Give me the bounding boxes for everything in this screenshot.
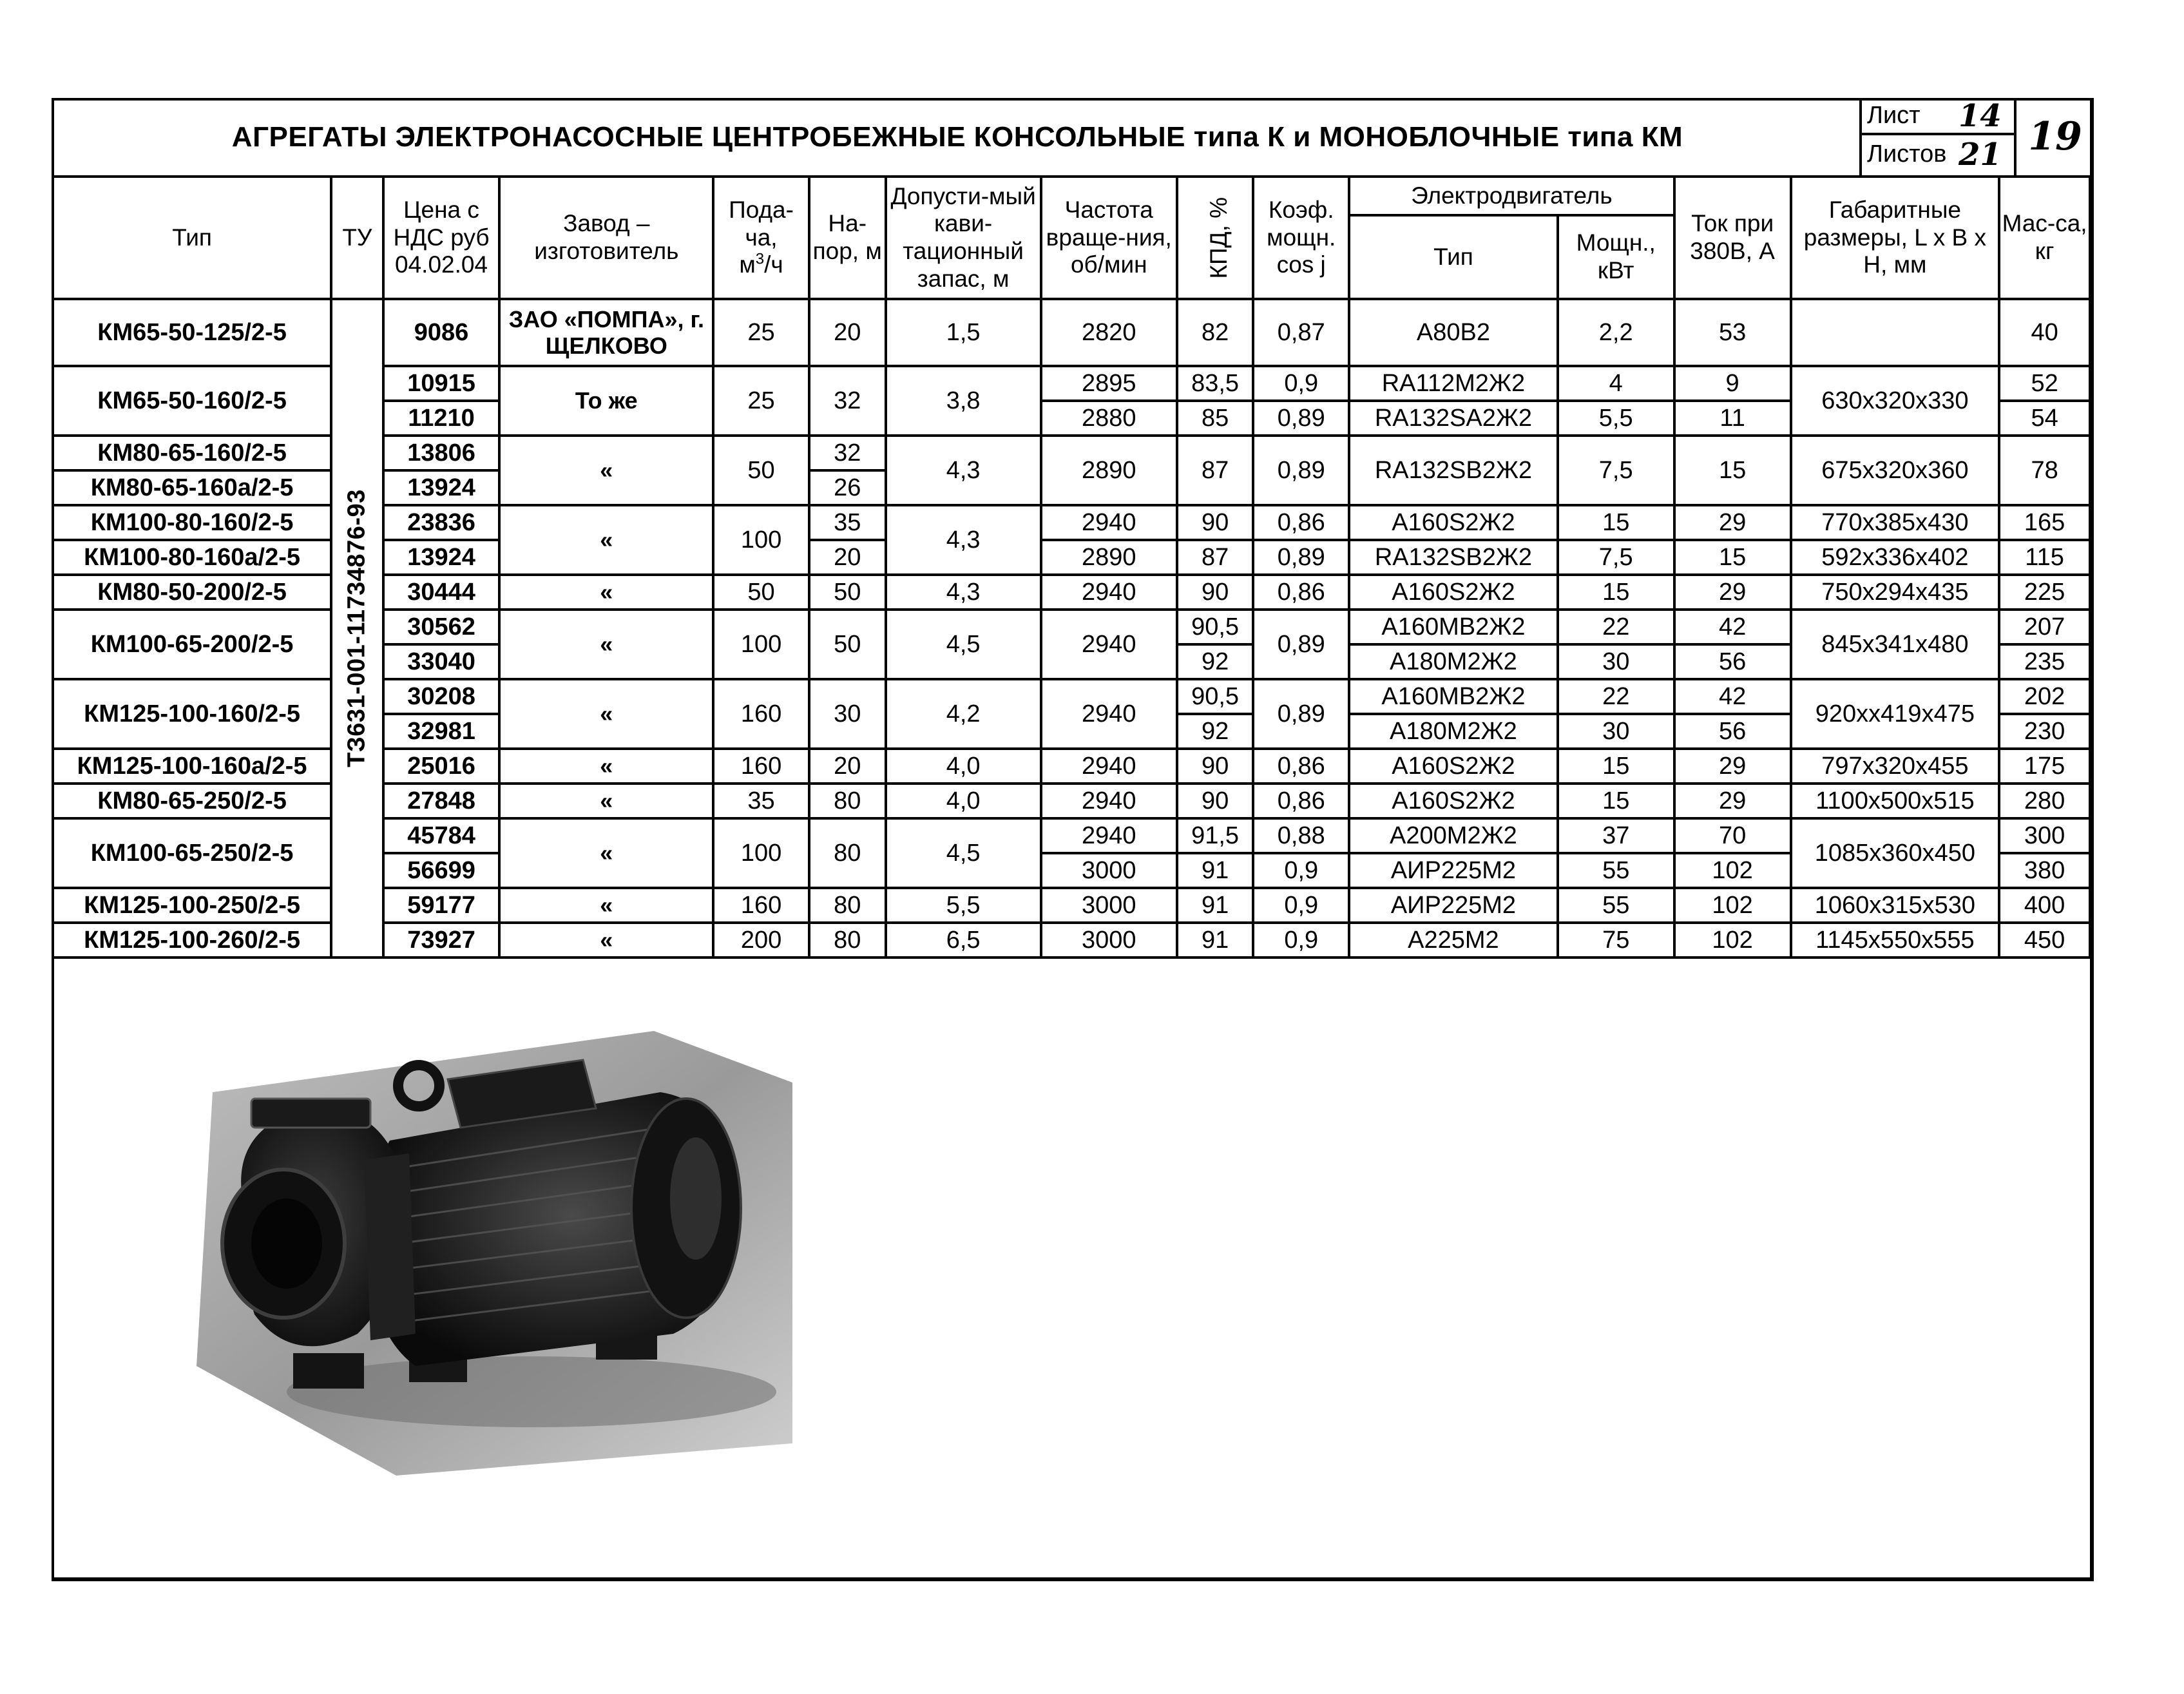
- pump-photo: [196, 1031, 792, 1476]
- cell-type: КМ80-65-160а/2-5: [53, 470, 331, 505]
- cell-type: КМ80-50-200/2-5: [53, 575, 331, 610]
- cell-speed: 2895: [1041, 366, 1177, 401]
- cell-flow: 50: [713, 436, 809, 505]
- cell-mass: 78: [1999, 436, 2090, 505]
- cell-price: 10915: [383, 366, 500, 401]
- cell-head: 80: [809, 888, 886, 923]
- col-header-npsh: Допусти-мый кави-тационный запас, м: [886, 177, 1041, 299]
- cell-dims: 1145x550x555: [1791, 923, 2000, 958]
- cell-eff: 82: [1177, 299, 1254, 366]
- cell-current: 9: [1674, 366, 1791, 401]
- cell-power: 55: [1558, 888, 1674, 923]
- cell-mass: 235: [1999, 644, 2090, 679]
- sheet-info-box: [1859, 98, 2014, 175]
- cell-maker: «: [499, 610, 713, 679]
- cell-price: 27848: [383, 784, 500, 818]
- cell-flow: 160: [713, 749, 809, 784]
- cell-flow: 100: [713, 818, 809, 888]
- cell-speed: 2940: [1041, 749, 1177, 784]
- cell-pf: 0,86: [1253, 784, 1349, 818]
- cell-speed: 3000: [1041, 888, 1177, 923]
- cell-head: 32: [809, 436, 886, 470]
- cell-eff: 90: [1177, 784, 1254, 818]
- cell-type: КМ100-65-200/2-5: [53, 610, 331, 679]
- discharge-flange: [251, 1099, 370, 1128]
- sheet-label: Лист: [1867, 101, 1921, 129]
- cell-head: 30: [809, 679, 886, 749]
- cell-flow: 160: [713, 679, 809, 749]
- cell-npsh: 4,3: [886, 575, 1041, 610]
- col-header-mass: Мас-са, кг: [1999, 177, 2090, 299]
- cell-dims: 920xx419x475: [1791, 679, 2000, 749]
- sheets-value: 21: [1959, 137, 2002, 173]
- flow-unit-sup: 3: [755, 250, 765, 268]
- flow-unit: м: [739, 251, 756, 278]
- cell-price: 56699: [383, 853, 500, 888]
- cell-pf: 0,88: [1253, 818, 1349, 853]
- cell-npsh: 4,3: [886, 436, 1041, 505]
- cell-motor: А80В2: [1349, 299, 1558, 366]
- cell-dims: 750x294x435: [1791, 575, 2000, 610]
- cell-mass: 202: [1999, 679, 2090, 714]
- suction-opening: [251, 1198, 322, 1289]
- cell-head: 50: [809, 575, 886, 610]
- cell-current: 11: [1674, 401, 1791, 436]
- cell-mass: 225: [1999, 575, 2090, 610]
- cell-head: 50: [809, 610, 886, 679]
- col-header-motor-type: Тип: [1349, 215, 1558, 299]
- page-number: 19: [2014, 98, 2094, 175]
- cell-pf: 0,86: [1253, 505, 1349, 540]
- cell-power: 55: [1558, 853, 1674, 888]
- cell-current: 70: [1674, 818, 1791, 853]
- cell-power: 2,2: [1558, 299, 1674, 366]
- cell-power: 15: [1558, 749, 1674, 784]
- cell-mass: 54: [1999, 401, 2090, 436]
- cell-motor: А180М2Ж2: [1349, 644, 1558, 679]
- cell-price: 30562: [383, 610, 500, 644]
- cell-pf: 0,86: [1253, 749, 1349, 784]
- cell-maker: «: [499, 784, 713, 818]
- cell-speed: 2820: [1041, 299, 1177, 366]
- col-header-tu: ТУ: [331, 177, 383, 299]
- cell-mass: 450: [1999, 923, 2090, 958]
- cell-power: 7,5: [1558, 436, 1674, 505]
- cell-speed: 2940: [1041, 505, 1177, 540]
- col-header-flow: [713, 177, 809, 299]
- cell-speed: 2890: [1041, 540, 1177, 575]
- cell-maker: «: [499, 575, 713, 610]
- cell-type: КМ100-80-160а/2-5: [53, 540, 331, 575]
- table-header-row: [53, 177, 2090, 215]
- cell-mass: 207: [1999, 610, 2090, 644]
- cell-current: 56: [1674, 644, 1791, 679]
- cell-speed: 2940: [1041, 610, 1177, 679]
- cell-type: КМ80-65-160/2-5: [53, 436, 331, 470]
- cell-price: 23836: [383, 505, 500, 540]
- cell-npsh: 4,5: [886, 818, 1041, 888]
- col-header-motor-group: Электродвигатель: [1349, 177, 1674, 215]
- cell-power: 30: [1558, 644, 1674, 679]
- cell-pf: 0,86: [1253, 575, 1349, 610]
- cell-npsh: 6,5: [886, 923, 1041, 958]
- cell-price: 73927: [383, 923, 500, 958]
- cell-eff: 90,5: [1177, 679, 1254, 714]
- cell-speed: 2880: [1041, 401, 1177, 436]
- cell-eff: 83,5: [1177, 366, 1254, 401]
- cell-speed: 2940: [1041, 818, 1177, 853]
- cell-type: КМ80-65-250/2-5: [53, 784, 331, 818]
- cell-power: 30: [1558, 714, 1674, 749]
- cell-dims: 797x320x455: [1791, 749, 2000, 784]
- cell-eff: 92: [1177, 714, 1254, 749]
- cell-motor: А160МВ2Ж2: [1349, 679, 1558, 714]
- cell-current: 15: [1674, 540, 1791, 575]
- cell-npsh: 5,5: [886, 888, 1041, 923]
- document-title: АГРЕГАТЫ ЭЛЕКТРОНАСОСНЫЕ ЦЕНТРОБЕЖНЫЕ КОНСОЛЬНЫЕ типа К и МОНОБЛОЧНЫЕ типа КМ: [231, 121, 1683, 153]
- col-header-motor-power: Мощн., кВт: [1558, 215, 1674, 299]
- cell-motor: А225М2: [1349, 923, 1558, 958]
- sheet-row: [1862, 98, 2014, 135]
- cell-maker: «: [499, 436, 713, 505]
- cell-dims: 675x320x360: [1791, 436, 2000, 505]
- cell-mass: 165: [1999, 505, 2090, 540]
- cell-price: 30444: [383, 575, 500, 610]
- col-header-current: Ток при 380В, А: [1674, 177, 1791, 299]
- cell-power: 15: [1558, 784, 1674, 818]
- cell-motor: RA112M2Ж2: [1349, 366, 1558, 401]
- cell-motor: А160МВ2Ж2: [1349, 610, 1558, 644]
- cell-power: 7,5: [1558, 540, 1674, 575]
- cell-dims: 1085x360x450: [1791, 818, 2000, 888]
- cell-type: КМ100-80-160/2-5: [53, 505, 331, 540]
- cell-flow: 25: [713, 299, 809, 366]
- cell-pf: 0,87: [1253, 299, 1349, 366]
- cell-motor: А180М2Ж2: [1349, 714, 1558, 749]
- cell-power: 15: [1558, 505, 1674, 540]
- cell-price: 13924: [383, 540, 500, 575]
- cell-speed: 2890: [1041, 436, 1177, 505]
- cell-motor: А160S2Ж2: [1349, 505, 1558, 540]
- cell-flow: 100: [713, 505, 809, 575]
- cell-maker: То же: [499, 366, 713, 436]
- cell-pf: 0,9: [1253, 888, 1349, 923]
- cell-eff: 91: [1177, 923, 1254, 958]
- cell-mass: 52: [1999, 366, 2090, 401]
- cell-type: КМ125-100-260/2-5: [53, 923, 331, 958]
- cell-dims: 592x336x402: [1791, 540, 2000, 575]
- cell-npsh: 1,5: [886, 299, 1041, 366]
- cell-eff: 90,5: [1177, 610, 1254, 644]
- pump-foot: [293, 1353, 364, 1389]
- cell-eff: 90: [1177, 505, 1254, 540]
- cell-speed: 2940: [1041, 784, 1177, 818]
- cell-price: 30208: [383, 679, 500, 714]
- cell-motor: А160S2Ж2: [1349, 749, 1558, 784]
- col-header-dims: Габаритные размеры, L x B x H, мм: [1791, 177, 2000, 299]
- cell-type: КМ65-50-125/2-5: [53, 299, 331, 366]
- cell-mass: 40: [1999, 299, 2090, 366]
- cell-price: 33040: [383, 644, 500, 679]
- cell-head: 20: [809, 749, 886, 784]
- cell-npsh: 3,8: [886, 366, 1041, 436]
- cell-motor: RA132SB2Ж2: [1349, 436, 1558, 505]
- cell-power: 37: [1558, 818, 1674, 853]
- cell-current: 29: [1674, 784, 1791, 818]
- cell-mass: 380: [1999, 853, 2090, 888]
- cell-npsh: 4,0: [886, 784, 1041, 818]
- cell-motor: RA132SB2Ж2: [1349, 540, 1558, 575]
- cell-speed: 3000: [1041, 853, 1177, 888]
- cell-head: 35: [809, 505, 886, 540]
- cell-pf: 0,89: [1253, 401, 1349, 436]
- cell-pf: 0,89: [1253, 540, 1349, 575]
- col-header-head: На-пор, м: [809, 177, 886, 299]
- cell-dims: 770x385x430: [1791, 505, 2000, 540]
- cell-motor: А200М2Ж2: [1349, 818, 1558, 853]
- cell-type: КМ125-100-250/2-5: [53, 888, 331, 923]
- cell-motor: АИР225М2: [1349, 853, 1558, 888]
- cell-power: 5,5: [1558, 401, 1674, 436]
- cell-price: 59177: [383, 888, 500, 923]
- cell-npsh: 4,0: [886, 749, 1041, 784]
- table-row: [53, 299, 2090, 366]
- cell-maker: ЗАО «ПОМПА», г. ЩЕЛКОВО: [499, 299, 713, 366]
- cell-current: 42: [1674, 610, 1791, 644]
- cell-maker: «: [499, 749, 713, 784]
- cell-maker: «: [499, 888, 713, 923]
- cell-current: 15: [1674, 436, 1791, 505]
- sheet-value: 14: [1959, 98, 2002, 134]
- cell-price: 11210: [383, 401, 500, 436]
- flow-unit-tail: /ч: [764, 251, 783, 278]
- cell-power: 15: [1558, 575, 1674, 610]
- cell-motor: А160S2Ж2: [1349, 575, 1558, 610]
- cell-head: 26: [809, 470, 886, 505]
- cell-dims: 845x341x480: [1791, 610, 2000, 679]
- cell-eff: 91,5: [1177, 818, 1254, 853]
- cell-price: 9086: [383, 299, 500, 366]
- cell-pf: 0,9: [1253, 923, 1349, 958]
- cell-type: КМ125-100-160/2-5: [53, 679, 331, 749]
- cell-pf: 0,89: [1253, 436, 1349, 505]
- sheets-label: Листов: [1867, 140, 1947, 168]
- cell-mass: 230: [1999, 714, 2090, 749]
- cell-current: 56: [1674, 714, 1791, 749]
- cell-current: 42: [1674, 679, 1791, 714]
- cell-type: КМ125-100-160а/2-5: [53, 749, 331, 784]
- cell-npsh: 4,2: [886, 679, 1041, 749]
- col-header-type: Тип: [53, 177, 331, 299]
- cell-dims: 630x320x330: [1791, 366, 2000, 436]
- cell-eff: 85: [1177, 401, 1254, 436]
- cell-npsh: 4,5: [886, 610, 1041, 679]
- cell-power: 4: [1558, 366, 1674, 401]
- cell-power: 22: [1558, 610, 1674, 644]
- tu-text: ТЗ631-001-11734876-93: [343, 489, 371, 767]
- cell-current: 102: [1674, 853, 1791, 888]
- cell-motor: А160S2Ж2: [1349, 784, 1558, 818]
- cell-power: 75: [1558, 923, 1674, 958]
- cell-maker: «: [499, 505, 713, 575]
- cell-maker: «: [499, 679, 713, 749]
- cell-current: 102: [1674, 888, 1791, 923]
- pump-spec-table: [52, 175, 2091, 959]
- cell-tu: [331, 299, 383, 958]
- col-header-eff: [1177, 177, 1254, 299]
- cell-head: 80: [809, 784, 886, 818]
- col-header-pf: Коэф. мощн. cos j: [1253, 177, 1349, 299]
- cell-eff: 91: [1177, 888, 1254, 923]
- cell-current: 29: [1674, 575, 1791, 610]
- cell-current: 53: [1674, 299, 1791, 366]
- col-header-maker: Завод – изготовитель: [499, 177, 713, 299]
- cell-head: 32: [809, 366, 886, 436]
- cell-pf: 0,9: [1253, 853, 1349, 888]
- pump-bracket: [364, 1153, 416, 1340]
- cell-pf: 0,89: [1253, 610, 1349, 679]
- cell-power: 22: [1558, 679, 1674, 714]
- cell-flow: 35: [713, 784, 809, 818]
- cell-mass: 300: [1999, 818, 2090, 853]
- cell-flow: 200: [713, 923, 809, 958]
- cell-mass: 400: [1999, 888, 2090, 923]
- col-header-price: Цена с НДС руб 04.02.04: [383, 177, 500, 299]
- cell-current: 102: [1674, 923, 1791, 958]
- cell-head: 80: [809, 818, 886, 888]
- cell-mass: 175: [1999, 749, 2090, 784]
- cell-speed: 2940: [1041, 575, 1177, 610]
- cell-current: 29: [1674, 749, 1791, 784]
- cell-price: 13924: [383, 470, 500, 505]
- cell-pf: 0,89: [1253, 679, 1349, 749]
- cell-flow: 100: [713, 610, 809, 679]
- cell-eff: 91: [1177, 853, 1254, 888]
- motor-end-highlight: [670, 1137, 722, 1260]
- cell-current: 29: [1674, 505, 1791, 540]
- cell-head: 20: [809, 299, 886, 366]
- cell-pf: 0,9: [1253, 366, 1349, 401]
- flow-header-text: Пода-ча,: [729, 197, 794, 251]
- cell-eff: 92: [1177, 644, 1254, 679]
- cell-eff: 87: [1177, 540, 1254, 575]
- cell-mass: 115: [1999, 540, 2090, 575]
- cell-motor: АИР225М2: [1349, 888, 1558, 923]
- cell-dims: 1100x500x515: [1791, 784, 2000, 818]
- cell-head: 80: [809, 923, 886, 958]
- cell-npsh: 4,3: [886, 505, 1041, 575]
- cell-dims: [1791, 299, 2000, 366]
- eff-header-text: КПД, %: [1205, 197, 1232, 279]
- cell-eff: 90: [1177, 749, 1254, 784]
- cell-maker: «: [499, 923, 713, 958]
- cell-type: КМ100-65-250/2-5: [53, 818, 331, 888]
- cell-price: 13806: [383, 436, 500, 470]
- cell-eff: 90: [1177, 575, 1254, 610]
- cell-dims: 1060x315x530: [1791, 888, 2000, 923]
- cell-eff: 87: [1177, 436, 1254, 505]
- cell-speed: 2940: [1041, 679, 1177, 749]
- cell-type: КМ65-50-160/2-5: [53, 366, 331, 436]
- cell-flow: 25: [713, 366, 809, 436]
- cell-motor: RA132SA2Ж2: [1349, 401, 1558, 436]
- cell-maker: «: [499, 818, 713, 888]
- cell-flow: 50: [713, 575, 809, 610]
- cell-speed: 3000: [1041, 923, 1177, 958]
- cell-price: 45784: [383, 818, 500, 853]
- col-header-speed: Частота враще-ния, об/мин: [1041, 177, 1177, 299]
- cell-price: 32981: [383, 714, 500, 749]
- cell-flow: 160: [713, 888, 809, 923]
- sheets-row: [1862, 135, 2014, 173]
- cell-head: 20: [809, 540, 886, 575]
- cell-mass: 280: [1999, 784, 2090, 818]
- cell-price: 25016: [383, 749, 500, 784]
